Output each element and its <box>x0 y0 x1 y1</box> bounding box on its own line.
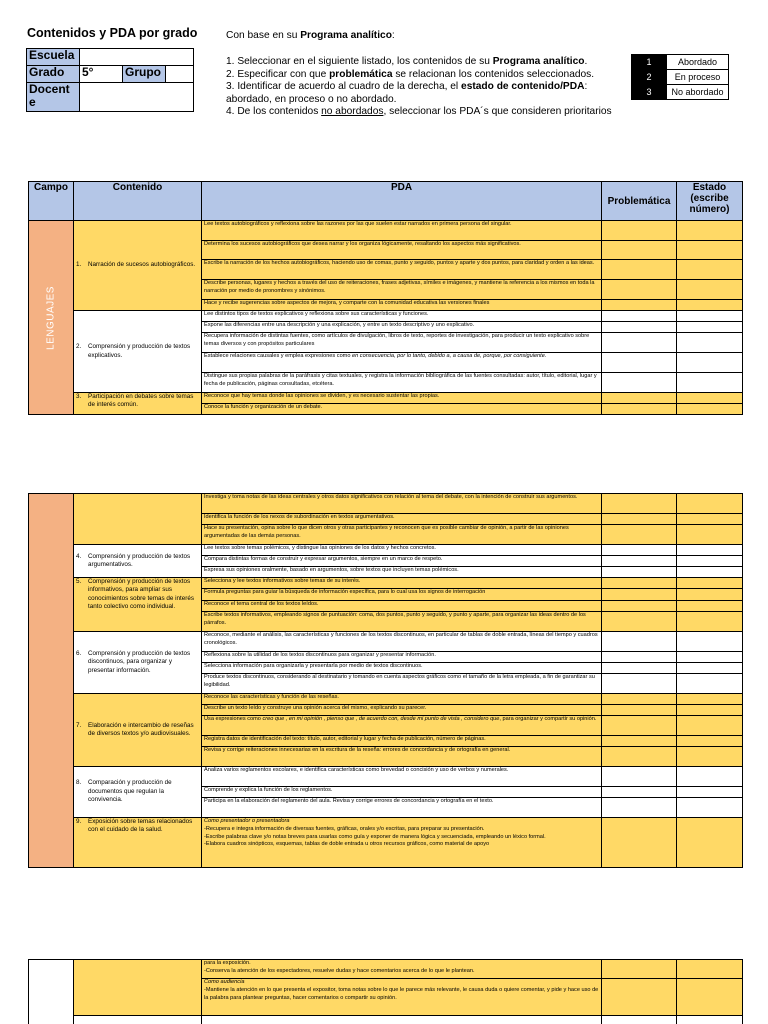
legend-num: 3 <box>632 85 667 100</box>
pda-item: Revisa y corrige reiteraciones innecesarias en la escritura de la reseña: errores de concordancia y de ortografía en general. <box>202 747 602 767</box>
pda-table-3 <box>28 959 743 1024</box>
estado-field[interactable] <box>677 818 743 868</box>
contenido-1: 1. Narración de sucesos autobiográficos. <box>74 221 202 311</box>
pda-item: Investiga y toma notas de las ideas centrales y otros datos significativos con relación al tema del debate, con la intención de construir sus argumentos. <box>202 494 602 514</box>
docente-field[interactable] <box>80 83 194 112</box>
school-info-table <box>26 48 194 112</box>
estado-field[interactable] <box>677 494 743 514</box>
estado-field[interactable] <box>677 716 743 736</box>
problematica-field[interactable] <box>602 311 677 322</box>
pda-item: Hace y recibe sugerencias sobre aspectos de mejora, y comparte con la comunidad educativa las versiones finales <box>202 300 602 311</box>
pda-table-1 <box>28 181 743 415</box>
pda-item: Conoce la función y organización de un debate. <box>202 404 602 415</box>
instructions-intro: Con base en su Programa analítico: <box>226 30 395 41</box>
pda-item: Escribe textos informativos, empleando signos de puntuación: coma, dos puntos, punto y seguido, y punto y aparte, para organizar las ideas dentro de los párrafos. <box>202 612 602 632</box>
pda-item: Registra datos de identificación del texto: título, autor, editorial y lugar y fecha de publicación, número de páginas. <box>202 736 602 747</box>
problematica-field[interactable] <box>602 652 677 663</box>
estado-field[interactable] <box>677 404 743 415</box>
estado-field[interactable] <box>677 960 743 979</box>
estado-field[interactable] <box>677 311 743 322</box>
pda-item: Compara distintas formas de construir y expresar argumentos, siempre en un marco de respeto. <box>202 556 602 567</box>
contenido-cell <box>74 1016 202 1024</box>
problematica-field[interactable] <box>602 221 677 241</box>
pda-line: -Escribe palabras clave y/o notas breves para usarlas como guía y exponer de manera lógica y secuenciada, empleando un léxico formal. <box>204 833 546 840</box>
estado-field[interactable] <box>677 705 743 716</box>
grupo-label: Grupo <box>123 66 166 83</box>
pda-item: Lee textos sobre temas polémicos, y distingue las opiniones de los datos y hechos concretos. <box>202 545 602 556</box>
header-pda: PDA <box>202 182 602 221</box>
pda-item: Describe personas, lugares y hechos a través del uso de reiteraciones, frases adjetivas, símiles e imágenes, y mantiene la referencia a los mismos en toda la narración por medio de pronombres y sinónimos. <box>202 280 602 300</box>
estado-field[interactable] <box>677 300 743 311</box>
header-campo: Campo <box>29 182 74 221</box>
pda-item: Reconoce que hay temas donde las opiniones se dividen, y es necesario sustentar las propias. <box>202 393 602 404</box>
estado-field[interactable] <box>677 767 743 787</box>
contenido-4: 4. Comprensión y producción de textos argumentativos. <box>74 545 202 578</box>
campo-cell <box>29 494 74 868</box>
estado-field[interactable] <box>677 674 743 694</box>
legend-label: No abordado <box>667 85 729 100</box>
contenido-9: 9. Exposición sobre temas relacionados con el cuidado de la salud. <box>74 818 202 868</box>
estado-field[interactable] <box>677 663 743 674</box>
pda-item: Reflexiona sobre la utilidad de los textos discontinuos para organizar y presentar información. <box>202 652 602 663</box>
instruction-4: 4. De los contenidos no abordados, seleccionar los PDA´s que consideren prioritarios <box>226 106 612 118</box>
estado-field[interactable] <box>677 787 743 798</box>
contenido-8: 8. Comparación y producción de documentos que regulan la convivencia. <box>74 767 202 818</box>
contenido-9-continued <box>74 960 202 1016</box>
estado-field[interactable] <box>677 736 743 747</box>
pda-item: Formula preguntas para guiar la búsqueda de información específica, para lo cual usa los signos de interrogación <box>202 589 602 601</box>
contenido-3: 3. Participación en debates sobre temas de interés común. <box>74 393 202 415</box>
estado-field[interactable] <box>677 798 743 818</box>
pda-item: Describe un texto leído y construye una opinión acerca del mismo, explicando su parecer. <box>202 705 602 716</box>
problematica-field[interactable] <box>602 716 677 736</box>
problematica-field[interactable] <box>602 979 677 1016</box>
estado-field[interactable] <box>677 601 743 612</box>
pda-item: Reconoce, mediante el análisis, las características y funciones de los textos discontinuos, en particular de tablas de doble entrada, líneas del tiempo y cuadros cronológicos. <box>202 632 602 652</box>
pda-line: -Mantiene la atención en lo que presenta el expositor, toma notas sobre lo que le parece más relevante, le causa duda o quiere comentar, y pide y hace uso de la palabra para plantear preguntas, hacer comentarios o compartir su opinión. <box>204 986 599 1001</box>
problematica-field[interactable] <box>602 353 677 373</box>
pda-item: Analiza varios reglamentos escolares, e identifica características como brevedad o concisión y uso de verbos y numerales. <box>202 767 602 787</box>
page-title: Contenidos y PDA por grado <box>27 26 198 40</box>
problematica-field[interactable] <box>602 333 677 353</box>
pda-item: Distingue sus propias palabras de la paráfrasis y citas textuales, y registra la información bibliográfica de las fuentes consultadas: autor, título, editorial, lugar y fecha de publicación, páginas consultadas, etcétera. <box>202 373 602 393</box>
estado-field[interactable] <box>677 221 743 241</box>
problematica-field[interactable] <box>602 373 677 393</box>
estado-field[interactable] <box>677 260 743 280</box>
pda-item: Determina los sucesos autobiográficos que desea narrar y los organiza lógicamente, resaltando los aspectos más significativos. <box>202 241 602 260</box>
campo-cell <box>29 960 74 1024</box>
problematica-field[interactable] <box>602 960 677 979</box>
estado-field[interactable] <box>677 632 743 652</box>
problematica-field[interactable] <box>602 545 677 556</box>
estado-field[interactable] <box>677 567 743 578</box>
pda-item: Expresa sus opiniones oralmente, basado en argumentos, sobre textos que incluyen temas polémicos. <box>202 567 602 578</box>
problematica-field[interactable] <box>602 632 677 652</box>
docente-label: Docent e <box>27 83 80 112</box>
legend-num: 2 <box>632 70 667 85</box>
estado-field[interactable] <box>677 525 743 545</box>
pda-item <box>202 818 602 868</box>
estado-field[interactable] <box>677 322 743 333</box>
estado-field[interactable] <box>677 333 743 353</box>
problematica-field[interactable] <box>602 322 677 333</box>
pda-item: Participa en la elaboración del reglamento del aula. Revisa y corrige errores de concordancia y ortografía en el texto. <box>202 798 602 818</box>
contenido-7: 7. Elaboración e intercambio de reseñas de diversos textos y/o audiovisuales. <box>74 694 202 767</box>
problematica-field[interactable] <box>602 494 677 514</box>
pda-item: Selecciona información para organizarla y presentarla por medio de textos discontinuos. <box>202 663 602 674</box>
status-legend <box>631 54 729 100</box>
pda-item <box>202 979 602 1016</box>
problematica-field[interactable] <box>602 589 677 601</box>
estado-field[interactable] <box>677 241 743 260</box>
estado-field[interactable] <box>677 694 743 705</box>
pda-line: -Conserva la atención de los espectadores, resuelve dudas y hace comentarios acerca de lo que le plantean. <box>204 967 475 974</box>
pda-item: Reconoce las características y función de las reseñas. <box>202 694 602 705</box>
problematica-field[interactable] <box>602 736 677 747</box>
escuela-field[interactable] <box>80 49 194 66</box>
pda-line: -Elabora cuadros sinópticos, esquemas, tablas de doble entrada u otros recursos gráficos, como material de apoyo <box>204 841 490 848</box>
header-contenido: Contenido <box>74 182 202 221</box>
pda-table-2 <box>28 493 743 868</box>
estado-field[interactable] <box>677 393 743 404</box>
grado-label: Grado <box>27 66 80 83</box>
pda-role: Como audiencia <box>204 979 245 985</box>
pda-item: Comprende y explica la función de los reglamentos. <box>202 787 602 798</box>
problematica-field[interactable] <box>602 300 677 311</box>
pda-line: -Recupera e integra información de diversas fuentes, gráficas, orales y/o escritas, para preparar su presentación. <box>204 825 485 832</box>
problematica-field[interactable] <box>602 567 677 578</box>
problematica-field[interactable] <box>602 514 677 525</box>
escuela-label: Escuela <box>27 49 80 66</box>
estado-field[interactable] <box>677 353 743 373</box>
pda-item: Expone las diferencias entre una descripción y una explicación, y entre un texto descriptivo y uno explicativo. <box>202 322 602 333</box>
problematica-field[interactable] <box>602 705 677 716</box>
grupo-field[interactable] <box>166 66 194 83</box>
pda-item: Produce textos discontinuos, considerando al destinatario y tomando en cuenta aspectos gráficos como el tamaño de la letra empleada, a fin de garantizar su legibilidad. <box>202 674 602 694</box>
pda-line: para la exposición. <box>204 960 251 966</box>
estado-field[interactable] <box>677 979 743 1016</box>
contenido-6: 6. Comprensión y producción de textos discontinuos, para organizar y presentar información. <box>74 632 202 694</box>
pda-item: Recupera información de distintas fuentes, como artículos de divulgación, libros de texto, reportes de investigación, para producir un texto explicativo sobre temas diversos y con propósitos particulares <box>202 333 602 353</box>
problematica-field[interactable] <box>602 612 677 632</box>
pda-item: Hace su presentación, opina sobre lo que dicen otros y otras participantes y reconocen que es posible cambiar de opinión, a partir de las opiniones argumentadas de las demás personas. <box>202 525 602 545</box>
instructions <box>226 30 626 118</box>
pda-item: Lee distintos tipos de textos explicativos y reflexiona sobre sus características y funciones. <box>202 311 602 322</box>
instruction-3-cont: abordado, en proceso o no abordado. <box>226 93 397 105</box>
pda-item <box>202 1016 602 1024</box>
estado-field[interactable] <box>677 556 743 567</box>
estado-field[interactable] <box>677 747 743 767</box>
legend-num: 1 <box>632 55 667 70</box>
problematica-field[interactable] <box>602 393 677 404</box>
problematica-field[interactable] <box>602 404 677 415</box>
problematica-field[interactable] <box>602 601 677 612</box>
contenido-5: 5. Comprensión y producción de textos informativos, para ampliar sus conocimientos sobre temas de interés tanto colectivo como individual. <box>74 578 202 632</box>
grado-field[interactable]: 5° <box>80 66 123 83</box>
pda-item: Establece relaciones causales y emplea expresiones como en consecuencia, por lo tanto, debido a, a causa de, porque, por consiguiente. <box>202 353 602 373</box>
estado-field[interactable] <box>677 1016 743 1024</box>
campo-label: LENGUAJES <box>45 285 57 350</box>
pda-item <box>202 960 602 979</box>
contenido-3-continued <box>74 494 202 545</box>
estado-field[interactable] <box>677 589 743 601</box>
estado-field[interactable] <box>677 280 743 300</box>
campo-cell <box>29 221 74 415</box>
estado-field[interactable] <box>677 373 743 393</box>
instruction-2: 2. Especificar con que problemática se relacionan los contenidos seleccionados. <box>226 68 595 80</box>
pda-item: Reconoce el tema central de los textos leídos. <box>202 601 602 612</box>
header-problematica: Problemática <box>602 182 677 221</box>
instruction-1: 1. Seleccionar en el siguiente listado, los contenidos de su Programa analítico. <box>226 56 588 68</box>
pda-item: Escribe la narración de los hechos autobiográficos, haciendo uso de comas, punto y seguido, puntos y aparte y dos puntos, para claridad y orden a las ideas. <box>202 260 602 280</box>
pda-item: Lee textos autobiográficos y reflexiona sobre las razones por las que suelen estar narrados en primera persona del singular. <box>202 221 602 241</box>
estado-field[interactable] <box>677 545 743 556</box>
problematica-field[interactable] <box>602 747 677 767</box>
pda-item: Usa expresiones como creo que , en mi opinión , pienso que , de acuerdo con, desde mi punto de vista , considero que, para organizar y compartir su opinión. <box>202 716 602 736</box>
estado-field[interactable] <box>677 612 743 632</box>
problematica-field[interactable] <box>602 674 677 694</box>
problematica-field[interactable] <box>602 280 677 300</box>
problematica-field[interactable] <box>602 241 677 260</box>
legend-label: En proceso <box>667 70 729 85</box>
pda-role: Como presentador o presentadora <box>204 818 290 824</box>
instruction-3: 3. Identificar de acuerdo al cuadro de la derecha, el estado de contenido/PDA: <box>226 81 588 93</box>
pda-item: Selecciona y lee textos informativos sobre temas de su interés. <box>202 578 602 589</box>
pda-item: Identifica la función de los nexos de subordinación en textos argumentativos. <box>202 514 602 525</box>
problematica-field[interactable] <box>602 694 677 705</box>
header-estado: Estado (escribe número) <box>677 182 743 221</box>
problematica-field[interactable] <box>602 1016 677 1024</box>
estado-field[interactable] <box>677 652 743 663</box>
problematica-field[interactable] <box>602 787 677 798</box>
estado-field[interactable] <box>677 514 743 525</box>
problematica-field[interactable] <box>602 818 677 868</box>
problematica-field[interactable] <box>602 578 677 589</box>
problematica-field[interactable] <box>602 525 677 545</box>
legend-label: Abordado <box>667 55 729 70</box>
problematica-field[interactable] <box>602 663 677 674</box>
estado-field[interactable] <box>677 578 743 589</box>
problematica-field[interactable] <box>602 260 677 280</box>
contenido-2: 2. Comprensión y producción de textos explicativos. <box>74 311 202 393</box>
problematica-field[interactable] <box>602 767 677 787</box>
problematica-field[interactable] <box>602 556 677 567</box>
problematica-field[interactable] <box>602 798 677 818</box>
